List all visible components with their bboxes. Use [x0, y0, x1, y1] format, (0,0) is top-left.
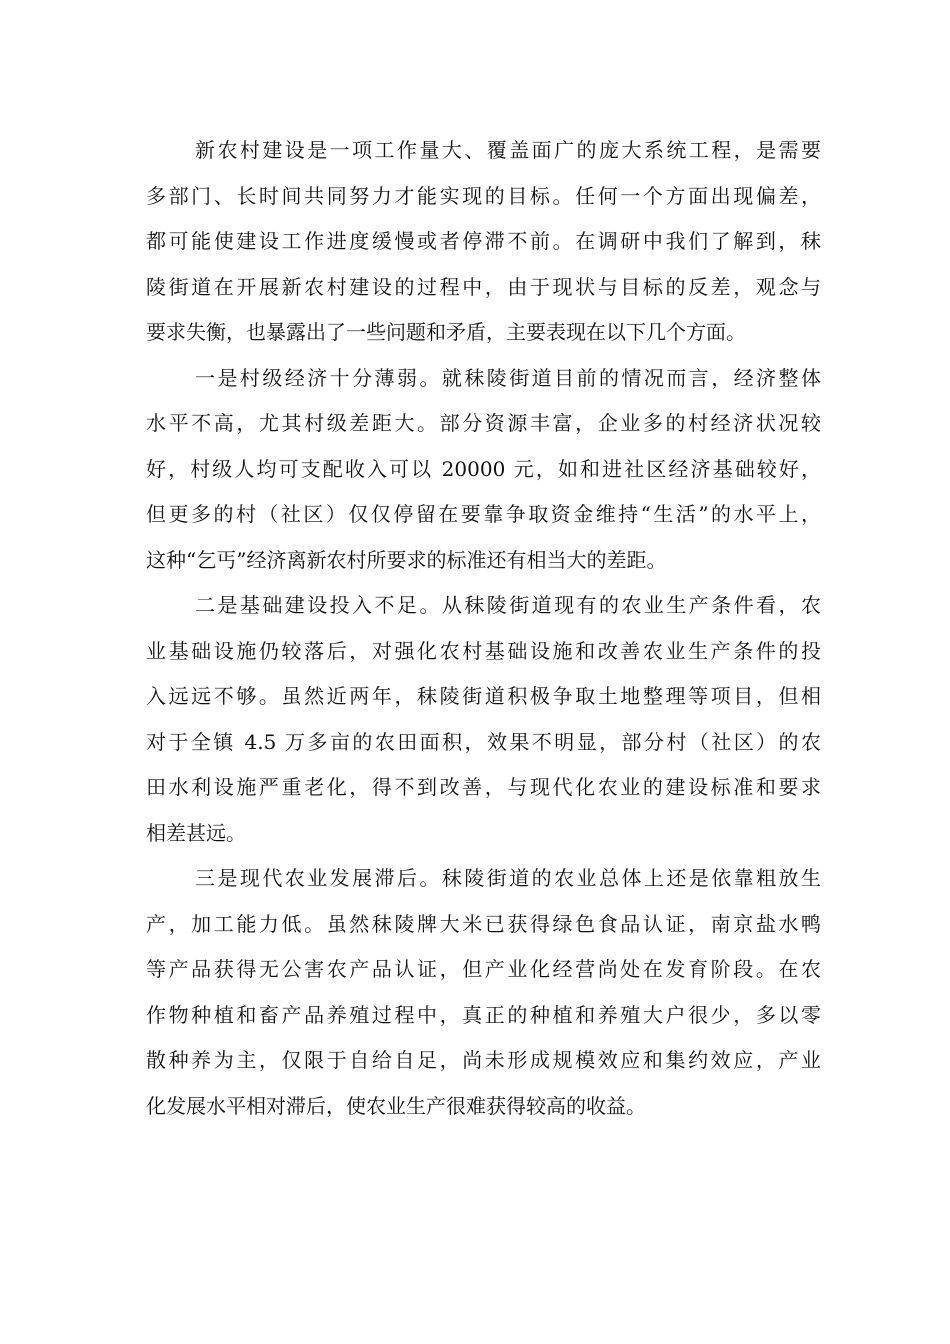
paragraph-line: 相差甚远。 [146, 820, 246, 845]
paragraph-line: 三是现代农业发展滞后。秣陵街道的农业总体上还是依靠粗放生 [195, 866, 821, 890]
paragraph-line: 新农村建设是一项工作量大、覆盖面广的庞大系统工程，是需要 [195, 138, 821, 162]
paragraph-line: 多部门、长时间共同努力才能实现的目标。任何一个方面出现偏差， [146, 183, 821, 208]
paragraph-line: 水平不高，尤其村级差距大。部分资源丰富，企业多的村经济状况较 [146, 411, 821, 435]
paragraph-line: 一是村级经济十分薄弱。就秣陵街道目前的情况而言，经济整体 [195, 365, 821, 390]
paragraph-line: 等产品获得无公害农产品认证，但产业化经营尚处在发育阶段。在农 [146, 957, 821, 981]
paragraph-3 [146, 583, 821, 856]
paragraph-line: 要求失衡，也暴露出了一些问题和矛盾，主要表现在以下几个方面。 [146, 320, 746, 344]
paragraph-line: 都可能使建设工作进度缓慢或者停滞不前。在调研中我们了解到，秣 [146, 229, 821, 253]
paragraph-line: 作物种植和畜产品养殖过程中，真正的种植和养殖大户很少，多以零 [146, 1002, 821, 1027]
paragraph-line: 陵街道在开展新农村建设的过程中，由于现状与目标的反差，观念与 [146, 274, 821, 299]
paragraph-line: 但更多的村（社区）仅仅停留在要靠争取资金维持“生活”的水平上， [146, 502, 821, 526]
paragraph-4 [146, 856, 821, 1129]
paragraph-line: 产，加工能力低。虽然秣陵牌大米已获得绿色食品认证，南京盐水鸭 [146, 911, 821, 936]
paragraph-line: 对于全镇 4.5 万多亩的农田面积，效果不明显，部分村（社区）的农 [146, 729, 821, 754]
paragraph-line: 入远远不够。虽然近两年，秣陵街道积极争取土地整理等项目，但相 [146, 684, 821, 708]
paragraph-line: 二是基础建设投入不足。从秣陵街道现有的农业生产条件看，农 [195, 593, 821, 617]
paragraph-line: 田水利设施严重老化，得不到改善，与现代化农业的建设标准和要求 [146, 775, 821, 799]
paragraph-2 [146, 356, 821, 584]
paragraph-line: 化发展水平相对滞后，使农业生产很难获得较高的收益。 [146, 1093, 646, 1118]
document-body [146, 128, 821, 1129]
paragraph-line: 散种养为主，仅限于自给自足，尚未形成规模效应和集约效应，产业 [146, 1048, 821, 1072]
paragraph-line: 这种“乞丐”经济离新农村所要求的标准还有相当大的差距。 [146, 547, 667, 572]
paragraph-line: 业基础设施仍较落后，对强化农村基础设施和改善农业生产条件的投 [146, 638, 821, 663]
paragraph-1 [146, 128, 821, 356]
paragraph-line: 好，村级人均可支配收入可以 20000 元，如和进社区经济基础较好， [146, 456, 821, 481]
